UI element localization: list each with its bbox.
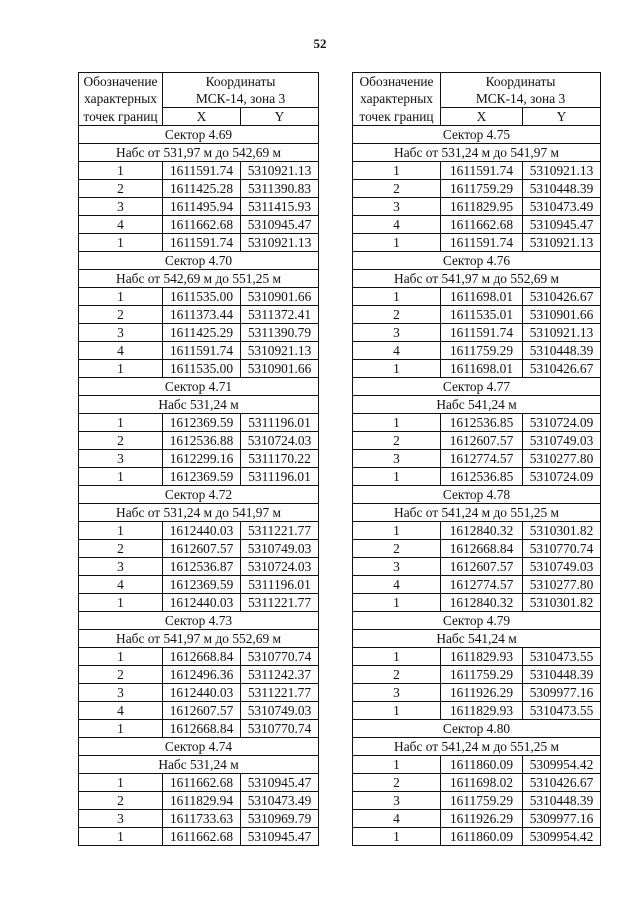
table-row [353,792,601,810]
table-row [353,522,601,540]
header-row [79,108,319,126]
x-coordinate: 1611591.74 [441,234,523,252]
coordinates-table-right [352,72,601,846]
point-number: 1 [353,702,441,720]
table-row [79,792,319,810]
y-column-header: Y [241,108,319,126]
table-row [79,774,319,792]
x-coordinate: 1612607.57 [441,558,523,576]
table-row [353,576,601,594]
designation-header-line-2: характерных [353,90,441,108]
table-row [79,684,319,702]
table-row [79,720,319,738]
x-coordinate: 1612299.16 [163,450,241,468]
table-row [353,450,601,468]
sector-absolute-height: Набс от 541,24 м до 551,25 м [353,738,601,756]
point-number: 1 [353,234,441,252]
sector-title-row [79,486,319,504]
y-coordinate: 5311196.01 [241,414,319,432]
x-coordinate: 1611829.95 [441,198,523,216]
point-number: 3 [79,810,163,828]
sector-abs-row [79,144,319,162]
y-coordinate: 5311372.41 [241,306,319,324]
x-coordinate: 1611535.00 [163,288,241,306]
sector-title-row [79,612,319,630]
x-coordinate: 1611662.68 [163,828,241,846]
table-row [79,306,319,324]
point-number: 2 [79,792,163,810]
header-row [353,73,601,91]
y-coordinate: 5310473.55 [523,648,601,666]
sector-absolute-height: Набс от 541,97 м до 552,69 м [79,630,319,648]
coordinates-header-title: Координаты [441,73,601,91]
y-coordinate: 5310448.39 [523,792,601,810]
sector-abs-row [79,756,319,774]
sector-title: Сектор 4.73 [79,612,319,630]
sector-title-row [79,378,319,396]
x-column-header: X [441,108,523,126]
y-coordinate: 5310448.39 [523,342,601,360]
x-coordinate: 1611926.29 [441,684,523,702]
sector-absolute-height: Набс 541,24 м [353,630,601,648]
sector-absolute-height: Набс 531,24 м [79,756,319,774]
x-coordinate: 1611733.63 [163,810,241,828]
point-number: 1 [353,162,441,180]
y-coordinate: 5311196.01 [241,576,319,594]
sector-title-row [353,612,601,630]
table-row [353,360,601,378]
y-coordinate: 5310724.03 [241,432,319,450]
designation-header-line-2: характерных [79,90,163,108]
x-coordinate: 1611698.01 [441,288,523,306]
point-number: 2 [79,432,163,450]
y-coordinate: 5310724.03 [241,558,319,576]
y-coordinate: 5309954.42 [523,828,601,846]
point-number: 1 [353,522,441,540]
table-row [353,468,601,486]
point-number: 2 [79,540,163,558]
x-coordinate: 1611759.29 [441,792,523,810]
y-coordinate: 5310426.67 [523,774,601,792]
x-coordinate: 1612840.32 [441,522,523,540]
sector-abs-row [353,630,601,648]
x-coordinate: 1611535.01 [441,306,523,324]
point-number: 1 [353,468,441,486]
point-number: 1 [353,360,441,378]
sector-abs-row [79,270,319,288]
point-number: 4 [353,810,441,828]
point-number: 1 [79,234,163,252]
coordinates-header-subtitle: МСК-14, зона 3 [441,90,601,108]
y-coordinate: 5310473.49 [241,792,319,810]
coordinates-header-subtitle: МСК-14, зона 3 [163,90,319,108]
sector-abs-row [79,396,319,414]
y-coordinate: 5310921.13 [241,234,319,252]
y-coordinate: 5310277.80 [523,576,601,594]
table-row [353,774,601,792]
table-row [79,648,319,666]
point-number: 4 [79,342,163,360]
sector-title-row [353,126,601,144]
sector-abs-row [353,270,601,288]
x-coordinate: 1611829.93 [441,702,523,720]
x-coordinate: 1612668.84 [441,540,523,558]
x-coordinate: 1611425.28 [163,180,241,198]
sector-absolute-height: Набс от 541,97 м до 552,69 м [353,270,601,288]
x-coordinate: 1611662.68 [441,216,523,234]
header-row [79,90,319,108]
x-coordinate: 1611662.68 [163,774,241,792]
sector-title: Сектор 4.75 [353,126,601,144]
table-row [353,684,601,702]
x-coordinate: 1612440.03 [163,684,241,702]
table-row [79,180,319,198]
y-coordinate: 5310945.47 [241,216,319,234]
table-row [79,558,319,576]
table-row [353,558,601,576]
sector-title: Сектор 4.74 [79,738,319,756]
y-coordinate: 5310724.09 [523,468,601,486]
point-number: 2 [353,666,441,684]
x-coordinate: 1611698.01 [441,360,523,378]
y-column-header: Y [523,108,601,126]
sector-abs-row [79,630,319,648]
table-row [79,216,319,234]
point-number: 1 [353,828,441,846]
sector-absolute-height: Набс от 531,97 м до 542,69 м [79,144,319,162]
y-coordinate: 5310426.67 [523,360,601,378]
point-number: 2 [79,306,163,324]
y-coordinate: 5310749.03 [241,540,319,558]
y-coordinate: 5311390.83 [241,180,319,198]
table-row [79,702,319,720]
sector-title-row [79,252,319,270]
header-row [79,73,319,91]
point-number: 2 [79,180,163,198]
table-row [353,828,601,846]
table-row [353,594,601,612]
y-coordinate: 5310921.13 [523,324,601,342]
table-row [353,162,601,180]
x-coordinate: 1612668.84 [163,720,241,738]
x-coordinate: 1611591.74 [163,162,241,180]
table-row [79,666,319,684]
sector-abs-row [79,504,319,522]
y-coordinate: 5310921.13 [523,234,601,252]
point-number: 1 [79,360,163,378]
point-number: 3 [353,324,441,342]
y-coordinate: 5310448.39 [523,666,601,684]
y-coordinate: 5310724.09 [523,414,601,432]
y-coordinate: 5310901.66 [523,306,601,324]
table-row [353,324,601,342]
point-number: 1 [79,414,163,432]
point-number: 1 [353,648,441,666]
point-number: 1 [79,288,163,306]
x-coordinate: 1611591.74 [441,162,523,180]
designation-header-line-3: точек границ [353,108,441,126]
y-coordinate: 5310426.67 [523,288,601,306]
table-row [79,522,319,540]
table-row [353,216,601,234]
x-coordinate: 1611926.29 [441,810,523,828]
sector-title: Сектор 4.72 [79,486,319,504]
x-coordinate: 1611759.29 [441,342,523,360]
designation-header-line-3: точек границ [79,108,163,126]
y-coordinate: 5311196.01 [241,468,319,486]
table-row [79,828,319,846]
x-coordinate: 1612536.87 [163,558,241,576]
sector-absolute-height: Набс от 541,24 м до 551,25 м [353,504,601,522]
table-row [79,432,319,450]
y-coordinate: 5310921.13 [523,162,601,180]
x-coordinate: 1611860.09 [441,756,523,774]
y-coordinate: 5310473.49 [523,198,601,216]
y-coordinate: 5310301.82 [523,594,601,612]
x-coordinate: 1612536.85 [441,414,523,432]
point-number: 3 [353,198,441,216]
sector-title-row [353,720,601,738]
y-coordinate: 5310448.39 [523,180,601,198]
point-number: 1 [79,522,163,540]
table-row [353,810,601,828]
table-row [79,576,319,594]
point-number: 3 [79,558,163,576]
x-coordinate: 1611495.94 [163,198,241,216]
table-row [353,288,601,306]
point-number: 1 [353,414,441,432]
x-coordinate: 1612840.32 [441,594,523,612]
point-number: 4 [353,216,441,234]
y-coordinate: 5310945.47 [241,828,319,846]
x-coordinate: 1611591.74 [163,234,241,252]
header-row [353,108,601,126]
point-number: 1 [79,774,163,792]
point-number: 3 [353,684,441,702]
x-coordinate: 1612369.59 [163,414,241,432]
x-coordinate: 1612369.59 [163,576,241,594]
sector-title: Сектор 4.79 [353,612,601,630]
table-row [79,450,319,468]
sector-abs-row [353,738,601,756]
sector-title-row [353,252,601,270]
point-number: 1 [79,468,163,486]
x-coordinate: 1612607.57 [163,702,241,720]
point-number: 4 [79,702,163,720]
x-coordinate: 1612536.85 [441,468,523,486]
x-coordinate: 1612440.03 [163,594,241,612]
x-coordinate: 1611829.94 [163,792,241,810]
x-coordinate: 1611829.93 [441,648,523,666]
table-row [353,234,601,252]
point-number: 1 [79,594,163,612]
table-row [79,324,319,342]
table-row [79,360,319,378]
x-coordinate: 1612774.57 [441,450,523,468]
designation-header-line-1: Обозначение [353,73,441,91]
y-coordinate: 5310277.80 [523,450,601,468]
point-number: 1 [353,288,441,306]
table-row [79,540,319,558]
y-coordinate: 5311221.77 [241,594,319,612]
sector-title-row [353,486,601,504]
point-number: 4 [353,576,441,594]
table-row [79,414,319,432]
table-row [353,756,601,774]
y-coordinate: 5309977.16 [523,810,601,828]
sector-title-row [79,738,319,756]
sector-title: Сектор 4.80 [353,720,601,738]
sector-absolute-height: Набс от 531,24 м до 541,97 м [353,144,601,162]
sector-title-row [353,378,601,396]
x-coordinate: 1611591.74 [441,324,523,342]
x-coordinate: 1611759.29 [441,666,523,684]
point-number: 3 [79,450,163,468]
y-coordinate: 5311390.79 [241,324,319,342]
table-row [353,306,601,324]
sector-absolute-height: Набс 541,24 м [353,396,601,414]
table-row [79,810,319,828]
table-row [79,594,319,612]
x-coordinate: 1611698.02 [441,774,523,792]
table-row [353,540,601,558]
x-coordinate: 1612536.88 [163,432,241,450]
point-number: 4 [353,342,441,360]
x-coordinate: 1612440.03 [163,522,241,540]
sector-title: Сектор 4.69 [79,126,319,144]
y-coordinate: 5310901.66 [241,360,319,378]
sector-abs-row [353,396,601,414]
y-coordinate: 5309954.42 [523,756,601,774]
point-number: 1 [79,720,163,738]
y-coordinate: 5310301.82 [523,522,601,540]
point-number: 2 [353,306,441,324]
point-number: 3 [79,324,163,342]
sector-abs-row [353,144,601,162]
y-coordinate: 5310921.13 [241,162,319,180]
point-number: 1 [79,648,163,666]
sector-title: Сектор 4.71 [79,378,319,396]
x-coordinate: 1611425.29 [163,324,241,342]
x-coordinate: 1612607.57 [441,432,523,450]
table-row [353,414,601,432]
point-number: 4 [79,576,163,594]
sector-title: Сектор 4.76 [353,252,601,270]
point-number: 3 [353,450,441,468]
sector-title-row [79,126,319,144]
table-row [353,342,601,360]
table-row [79,162,319,180]
y-coordinate: 5311170.22 [241,450,319,468]
point-number: 3 [79,198,163,216]
x-coordinate: 1611759.29 [441,180,523,198]
table-row [79,288,319,306]
x-coordinate: 1612668.84 [163,648,241,666]
y-coordinate: 5311221.77 [241,684,319,702]
table-row [79,198,319,216]
point-number: 2 [353,180,441,198]
sector-title: Сектор 4.78 [353,486,601,504]
point-number: 1 [79,162,163,180]
sector-absolute-height: Набс от 542,69 м до 551,25 м [79,270,319,288]
point-number: 1 [79,828,163,846]
y-coordinate: 5311415.93 [241,198,319,216]
x-coordinate: 1611662.68 [163,216,241,234]
sector-absolute-height: Набс 531,24 м [79,396,319,414]
point-number: 2 [353,774,441,792]
table-row [79,468,319,486]
y-coordinate: 5310969.79 [241,810,319,828]
x-coordinate: 1611860.09 [441,828,523,846]
table-row [79,342,319,360]
point-number: 2 [79,666,163,684]
x-coordinate: 1611591.74 [163,342,241,360]
y-coordinate: 5310770.74 [241,648,319,666]
x-coordinate: 1612369.59 [163,468,241,486]
y-coordinate: 5310945.47 [241,774,319,792]
y-coordinate: 5311221.77 [241,522,319,540]
sector-abs-row [353,504,601,522]
y-coordinate: 5310770.74 [241,720,319,738]
y-coordinate: 5310749.03 [241,702,319,720]
sector-absolute-height: Набс от 531,24 м до 541,97 м [79,504,319,522]
table-row [353,180,601,198]
x-coordinate: 1612496.36 [163,666,241,684]
y-coordinate: 5310473.55 [523,702,601,720]
y-coordinate: 5311242.37 [241,666,319,684]
y-coordinate: 5310770.74 [523,540,601,558]
table-row [353,432,601,450]
point-number: 3 [353,792,441,810]
y-coordinate: 5310921.13 [241,342,319,360]
designation-header-line-1: Обозначение [79,73,163,91]
x-column-header: X [163,108,241,126]
point-number: 2 [353,432,441,450]
table-row [79,234,319,252]
x-coordinate: 1611535.00 [163,360,241,378]
sector-title: Сектор 4.77 [353,378,601,396]
coordinates-table-left [78,72,319,846]
point-number: 3 [353,558,441,576]
x-coordinate: 1611373.44 [163,306,241,324]
table-row [353,648,601,666]
header-row [353,90,601,108]
page-number: 52 [313,36,327,51]
table-row [353,702,601,720]
y-coordinate: 5310749.03 [523,432,601,450]
point-number: 1 [353,594,441,612]
point-number: 1 [353,756,441,774]
y-coordinate: 5309977.16 [523,684,601,702]
coordinates-header-title: Координаты [163,73,319,91]
x-coordinate: 1612774.57 [441,576,523,594]
point-number: 2 [353,540,441,558]
y-coordinate: 5310901.66 [241,288,319,306]
point-number: 3 [79,684,163,702]
y-coordinate: 5310749.03 [523,558,601,576]
sector-title: Сектор 4.70 [79,252,319,270]
y-coordinate: 5310945.47 [523,216,601,234]
table-row [353,198,601,216]
x-coordinate: 1612607.57 [163,540,241,558]
table-row [353,666,601,684]
point-number: 4 [79,216,163,234]
